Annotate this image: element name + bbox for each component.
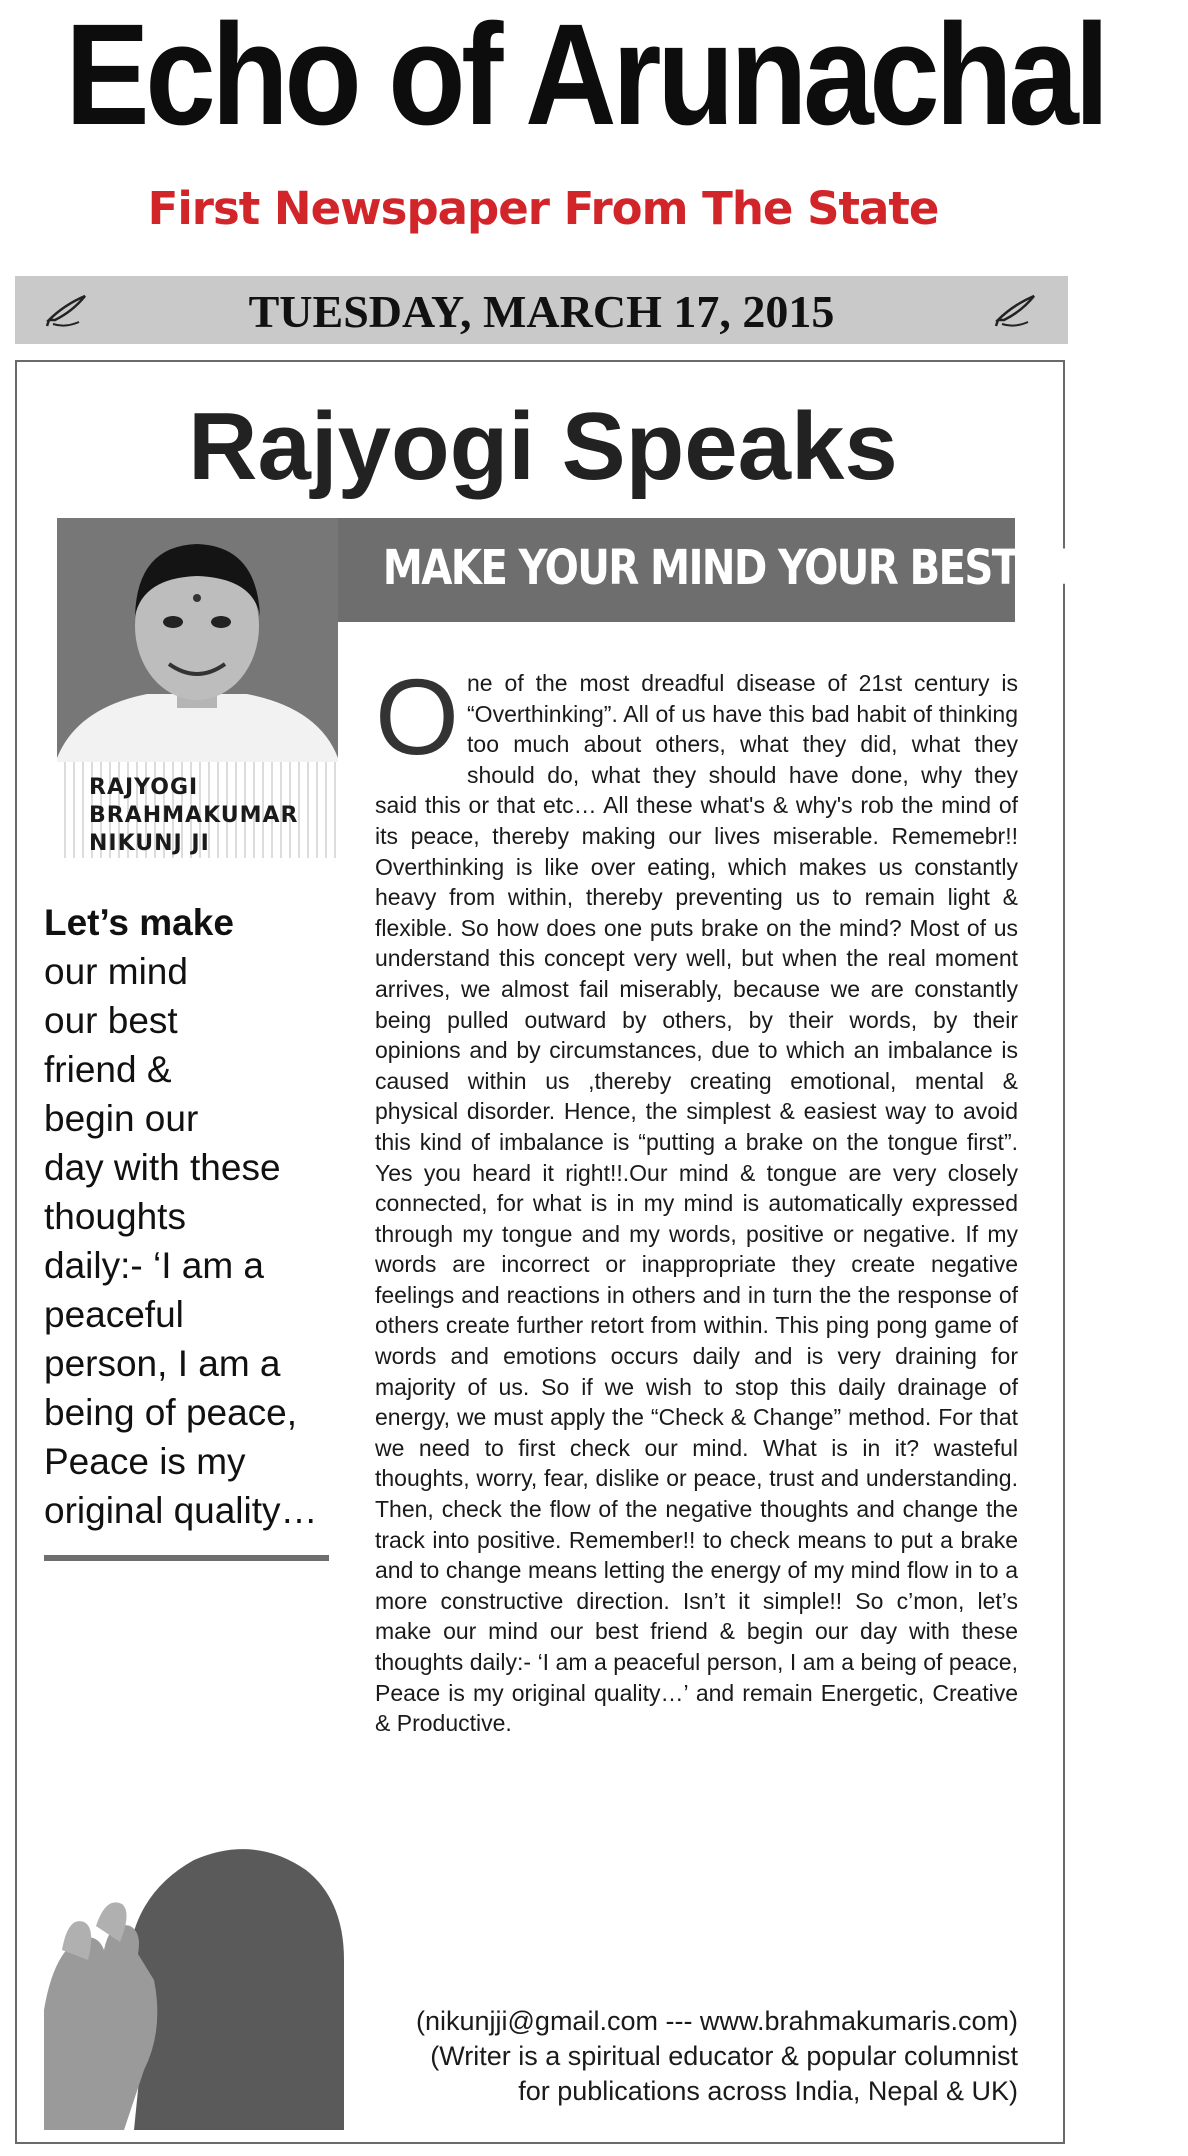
pull-quote-line: friend & bbox=[44, 1049, 172, 1090]
column-title: Rajyogi Speaks bbox=[188, 393, 898, 500]
article-text: ne of the most dreadful disease of 21st century is “Overthinking”. All of us have this bad habit of thinking too much about others, what they did, what they should do, what they should have done, why they said this or that etc… All these what's & why's rob the mind of its peace, thereby making our lives miserable. Rememebr!! Overthinking is like over eating, which makes us constantly heavy from within, thereby preventing us to remain light & flexible. So how does one puts brake on the mind? Most of us understand this concept very well, but when the real moment arrives, we almost fail miserably, because we are constantly being pulled outward by others, by their words, by their opinions and by circumstances, due to which an imbalance is caused within us ,thereby creating emotional, mental & physical disorder. Hence, the simplest & easiest way to avoid this kind of imbalance is “putting a brake on the tongue first”. Yes you heard it right!!.Our mind & tongue are very closely connected, for what is in my mind is automatically expressed through my tongue and my words, positive or negative. If my words are incorrect or inappropriate they create negative feelings and reactions in others and in turn the the response of others create further retort from within. This ping pong game of words and emotions occurs daily and is very draining for majority of us. So if we wish to stop this daily drainage of energy, we must apply the “Check & Change” method. For that we need to first check our mind. What is in it? wasteful thoughts, worry, fear, dislike or peace, trust and understanding. Then, check the flow of the negative thoughts and change the track into positive. Remember!! to check means to put a brake and to change means letting the energy of my mind flow in to a more constructive direction. Isn’t it simple!! So c’mon, let’s make our mind our best friend & begin our day with these thoughts daily:- ‘I am a peaceful person, I am a being of peace, Peace is my original quality…’ and remain Energetic, Creative & Productive. bbox=[375, 670, 1018, 1737]
quill-icon bbox=[994, 290, 1038, 330]
bio-line: for publications across India, Nepal & UK) bbox=[518, 2076, 1018, 2106]
pull-quote-line: our best bbox=[44, 1000, 178, 1041]
pull-quote-line: our mind bbox=[44, 951, 188, 992]
pull-quote-line: person, I am a bbox=[44, 1343, 281, 1384]
pull-quote-divider bbox=[44, 1555, 329, 1561]
author-byline-box bbox=[57, 762, 338, 858]
newspaper-tagline: First Newspaper From The State bbox=[147, 182, 939, 235]
date-bar bbox=[15, 276, 1068, 344]
pull-quote-line: day with these bbox=[44, 1147, 281, 1188]
pull-quote-line: peaceful bbox=[44, 1294, 184, 1335]
author-name: RAJYOGI BRAHMAKUMAR NIKUNJ JI bbox=[89, 775, 299, 856]
pull-quote-line: daily:- ‘I am a bbox=[44, 1245, 265, 1286]
contact-line: (nikunjji@gmail.com --- www.brahmakumaris.com) bbox=[415, 2006, 1018, 2036]
silhouette-illustration bbox=[44, 1830, 344, 2130]
article-body bbox=[375, 656, 1018, 1739]
pull-quote-line: original quality… bbox=[44, 1490, 318, 1531]
pull-quote-line: thoughts bbox=[44, 1196, 186, 1237]
author-footer bbox=[340, 2004, 1018, 2109]
publication-date: TUESDAY, MARCH 17, 2015 bbox=[248, 286, 835, 337]
drop-cap: O bbox=[375, 656, 460, 777]
pull-quote-line: begin our bbox=[44, 1098, 199, 1139]
newspaper-masthead: Echo of Arunachal bbox=[65, 0, 1106, 155]
pull-quote-line: being of peace, bbox=[44, 1392, 298, 1433]
pull-quote bbox=[44, 898, 344, 1535]
pull-quote-lead: Let’s make bbox=[44, 902, 234, 943]
article-headline: MAKE YOUR MIND YOUR BEST FRIEND bbox=[382, 540, 1188, 596]
pull-quote-line: Peace is my bbox=[44, 1441, 246, 1482]
bio-line: (Writer is a spiritual educator & popular columnist bbox=[430, 2041, 1018, 2071]
